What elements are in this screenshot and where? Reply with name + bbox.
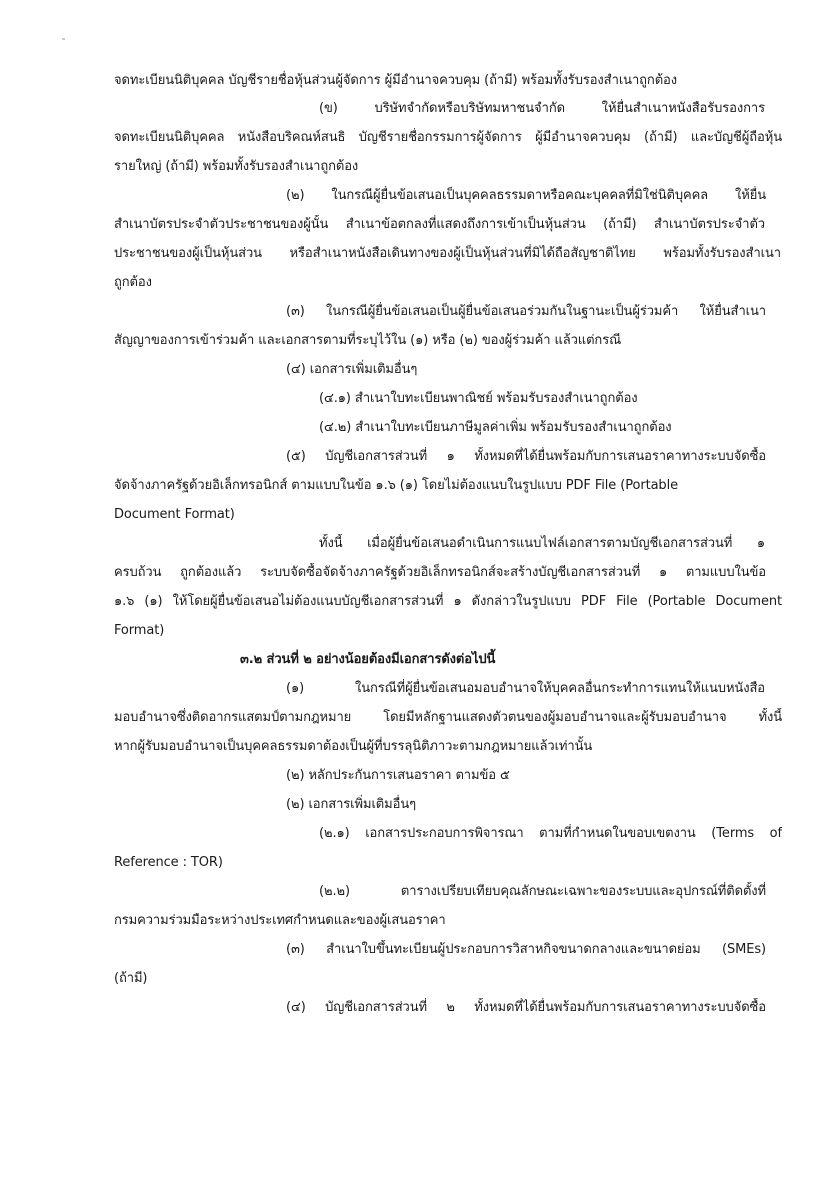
text-line: Document Format) bbox=[114, 507, 235, 522]
scan-mark bbox=[62, 38, 65, 40]
text-line: จัดจ้างภาครัฐด้วยอิเล็กทรอนิกส์ ตามแบบในข้อ ๑.๖ (๑) โดยไม่ต้องแนบในรูปแบบ PDF File (Portable bbox=[114, 478, 678, 493]
text-line: ๑.๖ (๑) ให้โดยผู้ยื่นข้อเสนอไม่ต้องแนบบัญชีเอกสารส่วนที่ ๑ ดังกล่าวในรูปแบบ PDF File (Portable Document bbox=[114, 594, 782, 609]
text-line: สำเนาบัตรประจำตัวประชาชนของผู้นั้น สำเนาข้อตกลงที่แสดงถึงการเข้าเป็นหุ้นส่วน (ถ้ามี) สำเนาบัตรประจำตัว bbox=[114, 217, 765, 232]
text-line: จดทะเบียนนิติบุคคล บัญชีรายชื่อหุ้นส่วนผู้จัดการ ผู้มีอำนาจควบคุม (ถ้ามี) พร้อมทั้งรับรองสำเนาถูกต้อง bbox=[114, 73, 677, 88]
text-line: ประชาชนของผู้เป็นหุ้นส่วน หรือสำเนาหนังสือเดินทางของผู้เป็นหุ้นส่วนที่มิได้ถือสัญชาติไทย พร้อมทั้งรับรองสำเนา bbox=[114, 246, 781, 261]
text-line: ถูกต้อง bbox=[114, 275, 152, 290]
text-line: (ถ้ามี) bbox=[114, 971, 148, 986]
text-line: (๔) เอกสารเพิ่มเติมอื่นๆ bbox=[286, 362, 418, 377]
text-line: (๒.๒) ตารางเปรียบเทียบคุณลักษณะเฉพาะของระบบและอุปกรณ์ที่ติดตั้งที่ bbox=[319, 884, 766, 899]
text-line: มอบอำนาจซึ่งติดอากรแสตมป์ตามกฎหมาย โดยมีหลักฐานแสดงตัวตนของผู้มอบอำนาจและผู้รับมอบอำนาจ ทั้งนี้ bbox=[114, 710, 782, 725]
text-line: (๔.๑) สำเนาใบทะเบียนพาณิชย์ พร้อมรับรองสำเนาถูกต้อง bbox=[319, 391, 638, 406]
text-line: (๔.๒) สำเนาใบทะเบียนภาษีมูลค่าเพิ่ม พร้อมรับรองสำเนาถูกต้อง bbox=[319, 420, 672, 435]
text-line: สัญญาของการเข้าร่วมค้า และเอกสารตามที่ระบุไว้ใน (๑) หรือ (๒) ของผู้ร่วมค้า แล้วแต่กรณี bbox=[114, 333, 622, 348]
text-line: (๓) ในกรณีผู้ยื่นข้อเสนอเป็นผู้ยื่นข้อเสนอร่วมกันในฐานะเป็นผู้ร่วมค้า ให้ยื่นสำเนา bbox=[286, 304, 766, 319]
text-line: (๑) ในกรณีที่ผู้ยื่นข้อเสนอมอบอำนาจให้บุคคลอื่นกระทำการแทนให้แนบหนังสือ bbox=[286, 681, 765, 696]
text-line: (๓) สำเนาใบขึ้นทะเบียนผู้ประกอบการวิสาหกิจขนาดกลางและขนาดย่อม (SMEs) bbox=[286, 942, 766, 957]
text-line: Format) bbox=[114, 623, 165, 638]
text-line: จดทะเบียนนิติบุคคล หนังสือบริคณห์สนธิ บัญชีรายชื่อกรรมการผู้จัดการ ผู้มีอำนาจควบคุม (ถ้ามี) และบัญชีผู้ถือหุ้น bbox=[114, 130, 782, 145]
text-line: Reference : TOR) bbox=[114, 855, 223, 870]
text-line: (ข) บริษัทจำกัดหรือบริษัทมหาชนจำกัด ให้ยื่นสำเนาหนังสือรับรองการ bbox=[319, 101, 765, 116]
text-line: (๒.๑) เอกสารประกอบการพิจารณา ตามที่กำหนดในขอบเขตงาน (Terms of bbox=[319, 826, 782, 841]
text-line: (๒) ในกรณีผู้ยื่นข้อเสนอเป็นบุคคลธรรมดาหรือคณะบุคคลที่มิใช่นิติบุคคล ให้ยื่น bbox=[286, 188, 766, 203]
text-line: ครบถ้วน ถูกต้องแล้ว ระบบจัดซื้อจัดจ้างภาครัฐด้วยอิเล็กทรอนิกส์จะสร้างบัญชีเอกสารส่วนที่ ๑ ตามแบบในข้อ bbox=[114, 565, 766, 580]
text-line: (๒) เอกสารเพิ่มเติมอื่นๆ bbox=[286, 797, 416, 812]
text-line: กรมความร่วมมือระหว่างประเทศกำหนดและของผู้เสนอราคา bbox=[114, 913, 446, 928]
text-line: รายใหญ่ (ถ้ามี) พร้อมทั้งรับรองสำเนาถูกต้อง bbox=[114, 159, 359, 174]
text-line: (๔) บัญชีเอกสารส่วนที่ ๒ ทั้งหมดที่ได้ยื่นพร้อมกับการเสนอราคาทางระบบจัดซื้อ bbox=[286, 1000, 766, 1015]
text-line: (๕) บัญชีเอกสารส่วนที่ ๑ ทั้งหมดที่ได้ยื่นพร้อมกับการเสนอราคาทางระบบจัดซื้อ bbox=[286, 449, 766, 464]
text-line: ทั้งนี้ เมื่อผู้ยื่นข้อเสนอดำเนินการแนบไฟล์เอกสารตามบัญชีเอกสารส่วนที่ ๑ bbox=[319, 536, 765, 551]
text-line: (๒) หลักประกันการเสนอราคา ตามข้อ ๕ bbox=[286, 768, 510, 783]
section-heading: ๓.๒ ส่วนที่ ๒ อย่างน้อยต้องมีเอกสารดังต่อไปนี้ bbox=[240, 652, 496, 667]
text-line: หากผู้รับมอบอำนาจเป็นบุคคลธรรมดาต้องเป็นผู้ที่บรรลุนิติภาวะตามกฎหมายแล้วเท่านั้น bbox=[114, 739, 593, 754]
